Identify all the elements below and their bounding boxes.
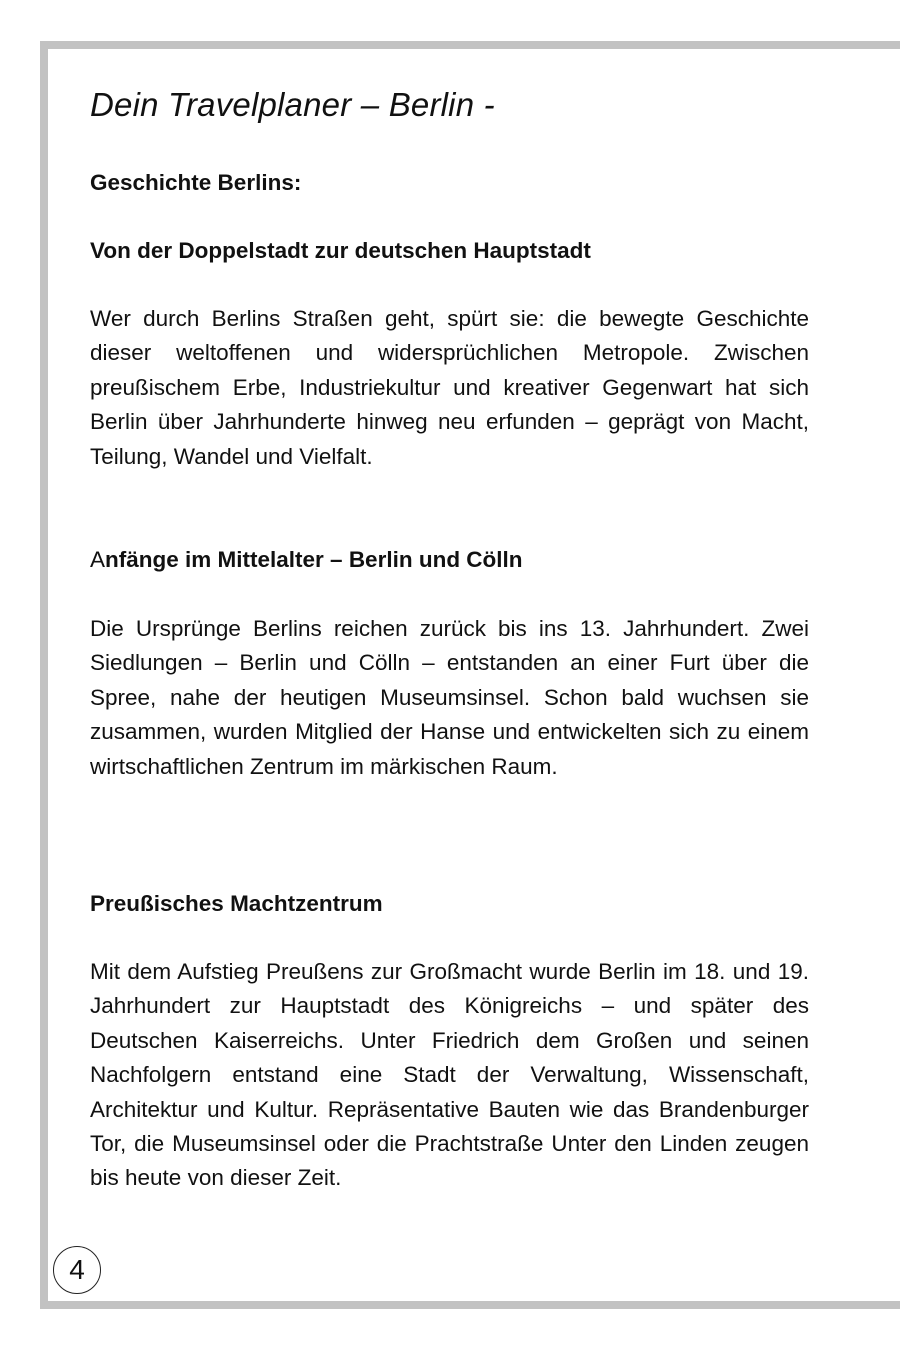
page-number-badge: 4: [53, 1246, 101, 1294]
subheading-doppelstadt: Von der Doppelstadt zur deutschen Hauptstadt: [90, 238, 591, 263]
subheading-preussen: Preußisches Machtzentrum: [90, 891, 383, 916]
paragraph-mittelalter: Die Ursprünge Berlins reichen zurück bis ins 13. Jahrhundert. Zwei Siedlungen – Berlin und Cölln – entstanden an einer Furt über die Spree, nahe der heutigen Museumsinsel. Schon bald wuchsen sie zusammen, wurden Mitglied der Hanse und entwickelten sich zu einem wirtschaftlichen Zentrum im märkischen Raum.: [90, 616, 809, 779]
section-heading: Geschichte Berlins:: [90, 170, 302, 195]
page-title: Dein Travelplaner – Berlin -: [90, 86, 495, 123]
subheading-initial: A: [90, 547, 106, 572]
paragraph-intro: Wer durch Berlins Straßen geht, spürt sie: die bewegte Geschichte dieser weltoffenen und widersprüchlichen Metropole. Zwischen preußischem Erbe, Industriekultur und kreativer Gegenwart hat sich Berlin über Jahrhunderte hinweg neu erfunden – geprägt von Macht, Teilung, Wandel und Vielfalt.: [90, 306, 809, 469]
subheading-rest: nfänge im Mittelalter – Berlin und Cölln: [105, 547, 523, 572]
subheading-mittelalter: [90, 547, 523, 573]
paragraph-preussen: Mit dem Aufstieg Preußens zur Großmacht wurde Berlin im 18. und 19. Jahrhundert zur Hauptstadt des Königreichs – und später des Deutschen Kaiserreichs. Unter Friedrich dem Großen und seinen Nachfolgern entstand eine Stadt der Verwaltung, Wissenschaft, Architektur und Kultur. Repräsentative Bauten wie das Brandenburger Tor, die Museumsinsel oder die Prachtstraße Unter den Linden zeugen bis heute von dieser Zeit.: [90, 959, 809, 1191]
